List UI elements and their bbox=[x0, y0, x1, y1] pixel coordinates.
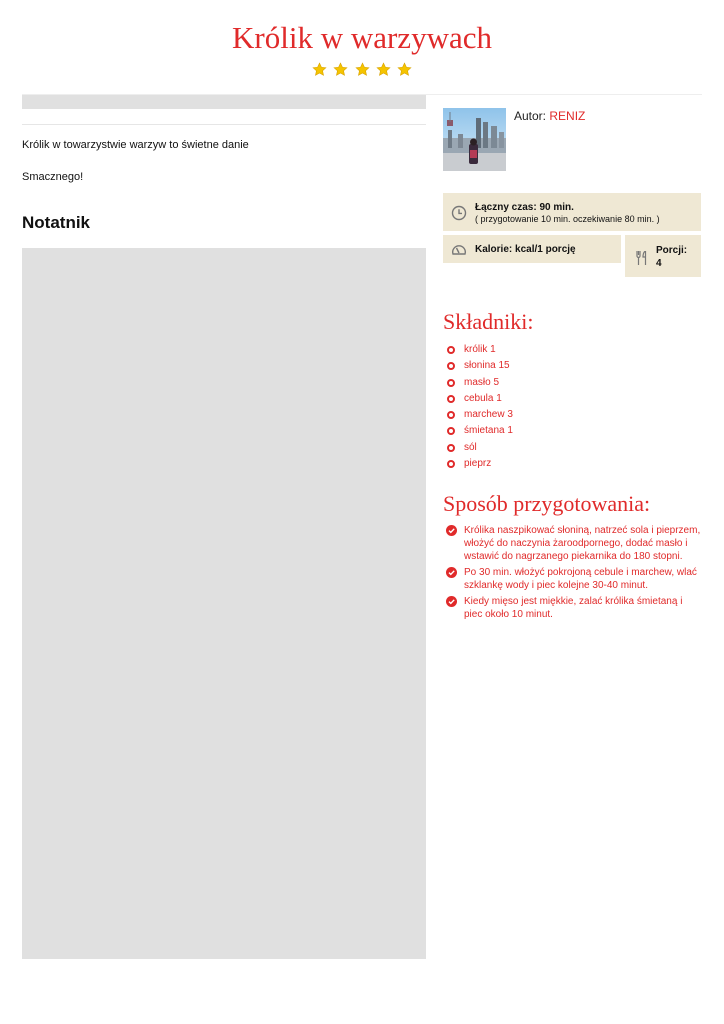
recipe-title: Królik w warzywach bbox=[232, 20, 492, 55]
time-details: ( przygotowanie 10 min. oczekiwanie 80 min. ) bbox=[475, 214, 660, 224]
bullet-icon bbox=[447, 362, 455, 370]
bullet-icon bbox=[447, 395, 455, 403]
calories: Kalorie: kcal/1 porcję bbox=[475, 244, 576, 255]
ingredient-item: marchew 3 bbox=[447, 408, 513, 424]
description-line: Królik w towarzystwie warzyw to świetne danie bbox=[22, 139, 249, 151]
description-line: Smacznego! bbox=[22, 171, 84, 183]
star-icon bbox=[397, 62, 412, 77]
check-icon bbox=[446, 525, 457, 536]
calories-box bbox=[443, 235, 621, 263]
preparation-title: Sposób przygotowania: bbox=[443, 491, 651, 516]
author-line bbox=[514, 109, 585, 123]
author-photo bbox=[443, 108, 506, 171]
ingredient-item: cebula 1 bbox=[447, 392, 513, 408]
portions-value: 4 bbox=[656, 258, 662, 269]
gauge-icon bbox=[451, 242, 467, 256]
ingredient-item: masło 5 bbox=[447, 376, 513, 392]
ingredient-item: pieprz bbox=[447, 457, 513, 473]
bullet-icon bbox=[447, 444, 455, 452]
total-time: Łączny czas: 90 min. bbox=[475, 202, 574, 213]
star-icon bbox=[376, 62, 391, 77]
notes-title: Notatnik bbox=[22, 213, 90, 232]
ingredient-item: śmietana 1 bbox=[447, 424, 513, 440]
ingredient-item: sól bbox=[447, 441, 513, 457]
bullet-icon bbox=[447, 346, 455, 354]
cutlery-icon bbox=[636, 251, 648, 265]
preparation-step: Królika naszpikować słoniną, natrzeć sola i pieprzem, włożyć do naczynia żaroodpornego, dodać masło i wstawić do nagrzanego piekarnika do 180 stopni. bbox=[446, 524, 702, 563]
ingredients-list bbox=[447, 343, 513, 473]
preparation-step: Kiedy mięso jest miękkie, zalać królika śmietaną i piec około 10 minut. bbox=[446, 595, 702, 621]
check-icon bbox=[446, 567, 457, 578]
ingredient-item: słonina 15 bbox=[447, 359, 513, 375]
preparation-steps bbox=[446, 524, 702, 624]
star-icon bbox=[355, 62, 370, 77]
check-icon bbox=[446, 596, 457, 607]
star-icon bbox=[333, 62, 348, 77]
portions-box bbox=[625, 235, 701, 277]
clock-icon bbox=[451, 205, 467, 221]
portions-label: Porcji: bbox=[656, 245, 688, 256]
rating-stars bbox=[0, 62, 724, 80]
total-time-box bbox=[443, 193, 701, 231]
bullet-icon bbox=[447, 460, 455, 468]
author-label: Autor: bbox=[514, 109, 547, 123]
author-name[interactable]: RENIZ bbox=[549, 109, 586, 123]
bullet-icon bbox=[447, 427, 455, 435]
preparation-step: Po 30 min. włożyć pokrojoną cebule i marchew, wlać szklankę wody i piec kolejne 30-40 minut. bbox=[446, 566, 702, 592]
ingredients-title: Składniki: bbox=[443, 309, 534, 334]
star-icon bbox=[312, 62, 327, 77]
recipe-description bbox=[22, 139, 422, 203]
ingredient-item: królik 1 bbox=[447, 343, 513, 359]
bullet-icon bbox=[447, 379, 455, 387]
image-placeholder-bar bbox=[22, 95, 426, 109]
content-divider bbox=[22, 124, 426, 125]
bullet-icon bbox=[447, 411, 455, 419]
notes-area[interactable] bbox=[22, 248, 426, 959]
